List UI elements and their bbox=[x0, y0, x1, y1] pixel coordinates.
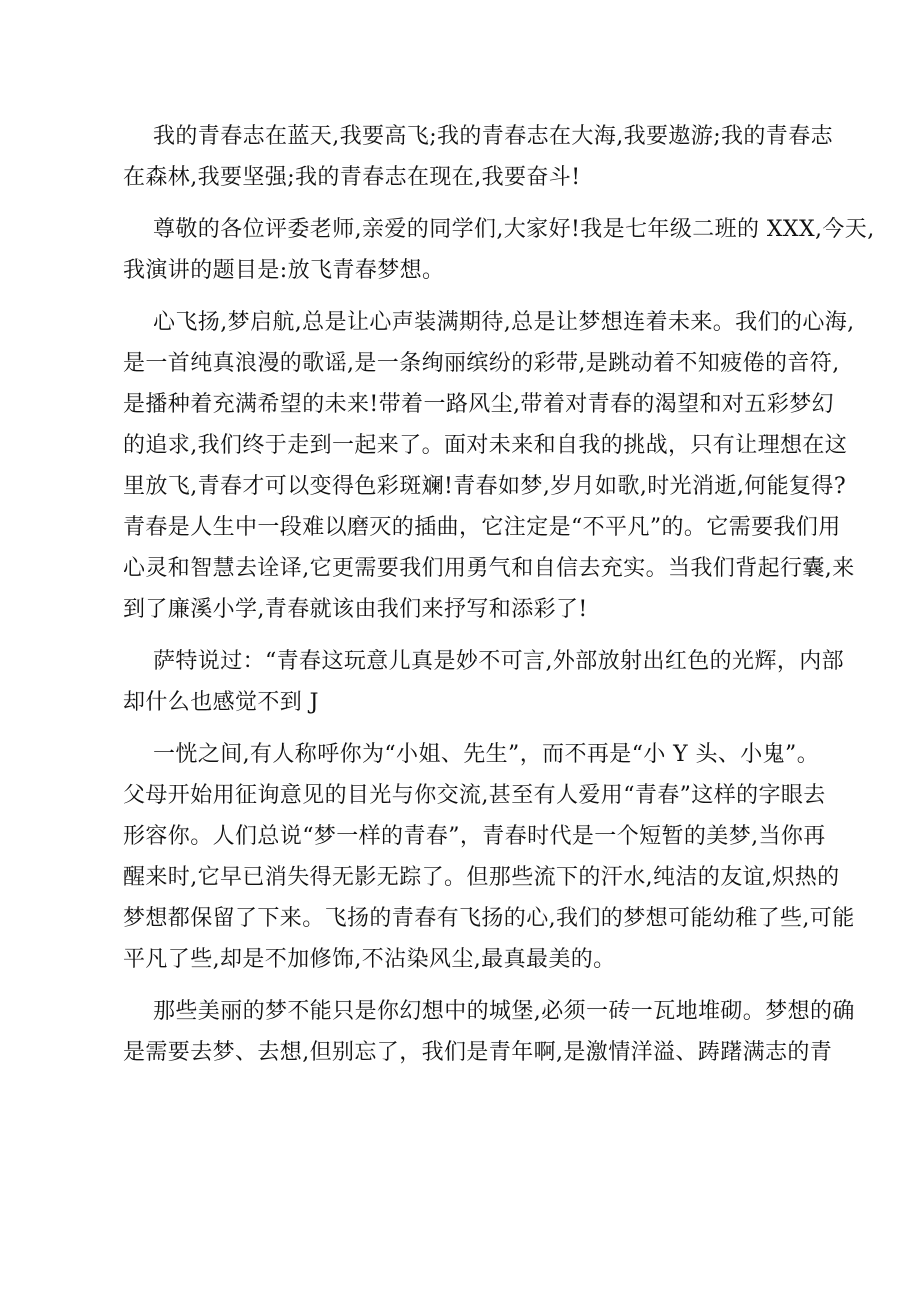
paragraph-1 bbox=[123, 116, 834, 198]
text-line: 我演讲的题目是:放飞青春梦想。 bbox=[123, 258, 445, 283]
text-line: 尊敬的各位评委老师,亲爱的同学们,大家好!我是七年级二班的 XXX,今天, bbox=[153, 217, 875, 242]
text-line: 是一首纯真浪漫的歌谣,是一条绚丽缤纷的彩带,是跳动着不知疲倦的音符, bbox=[123, 351, 840, 376]
paragraph-2 bbox=[123, 209, 875, 291]
text-line: 那些美丽的梦不能只是你幻想中的城堡,必须一砖一瓦地堆砌。梦想的确 bbox=[153, 999, 855, 1024]
text-line: 在森林,我要坚强;我的青春志在现在,我要奋斗! bbox=[123, 165, 581, 190]
text-line: 心灵和智慧去诠译,它更需要我们用勇气和自信去充实。当我们背起行囊,来 bbox=[123, 556, 855, 581]
text-line: 形容你。人们总说“梦一样的青春”，青春时代是一个短暂的美梦,当你再 bbox=[123, 824, 826, 849]
text-line: 心飞扬,梦启航,总是让心声装满期待,总是让梦想连着未来。我们的心海, bbox=[153, 310, 855, 335]
paragraph-4 bbox=[123, 641, 845, 723]
text-line: 到了廉溪小学,青春就该由我们来抒写和添彩了! bbox=[123, 597, 588, 622]
text-line: 里放飞,青春才可以变得色彩斑斓!青春如梦,岁月如歌,时光消逝,何能复得? bbox=[123, 474, 847, 499]
text-line: 平凡了些,却是不加修饰,不沾染风尘,最真最美的。 bbox=[123, 947, 616, 972]
text-line: 是播种着充满希望的未来!带着一路风尘,带着对青春的渴望和对五彩梦幻 bbox=[123, 392, 835, 417]
paragraph-5 bbox=[123, 734, 855, 980]
document-body bbox=[123, 116, 875, 1073]
text-line: 的追求,我们终于走到一起来了。面对未来和自我的挑战，只有让理想在这 bbox=[123, 433, 848, 458]
paragraph-6 bbox=[123, 991, 855, 1073]
text-line: 父母开始用征询意见的目光与你交流,甚至有人爱用“青春”这样的字眼去 bbox=[123, 783, 826, 808]
text-line: 我的青春志在蓝天,我要高飞;我的青春志在大海,我要遨游;我的青春志 bbox=[153, 124, 834, 149]
text-line: 萨特说过：“青春这玩意儿真是妙不可言,外部放射出红色的光辉，内部 bbox=[153, 649, 845, 674]
paragraph-3 bbox=[123, 302, 855, 630]
text-line: 一恍之间,有人称呼你为“小姐、先生”，而不再是“小 Y 头、小鬼”。 bbox=[153, 742, 820, 767]
text-line: 青春是人生中一段难以磨灭的插曲，它注定是“不平凡”的。它需要我们用 bbox=[123, 515, 841, 540]
text-line: 是需要去梦、去想,但别忘了，我们是青年啊,是激情洋溢、踌躇满志的青 bbox=[123, 1040, 833, 1065]
text-line: 梦想都保留了下来。飞扬的青春有飞扬的心,我们的梦想可能幼稚了些,可能 bbox=[123, 906, 855, 931]
text-line: 醒来时,它早已消失得无影无踪了。但那些流下的汗水,纯洁的友谊,炽热的 bbox=[123, 865, 840, 890]
text-line: 却什么也感觉不到 J bbox=[123, 690, 319, 715]
